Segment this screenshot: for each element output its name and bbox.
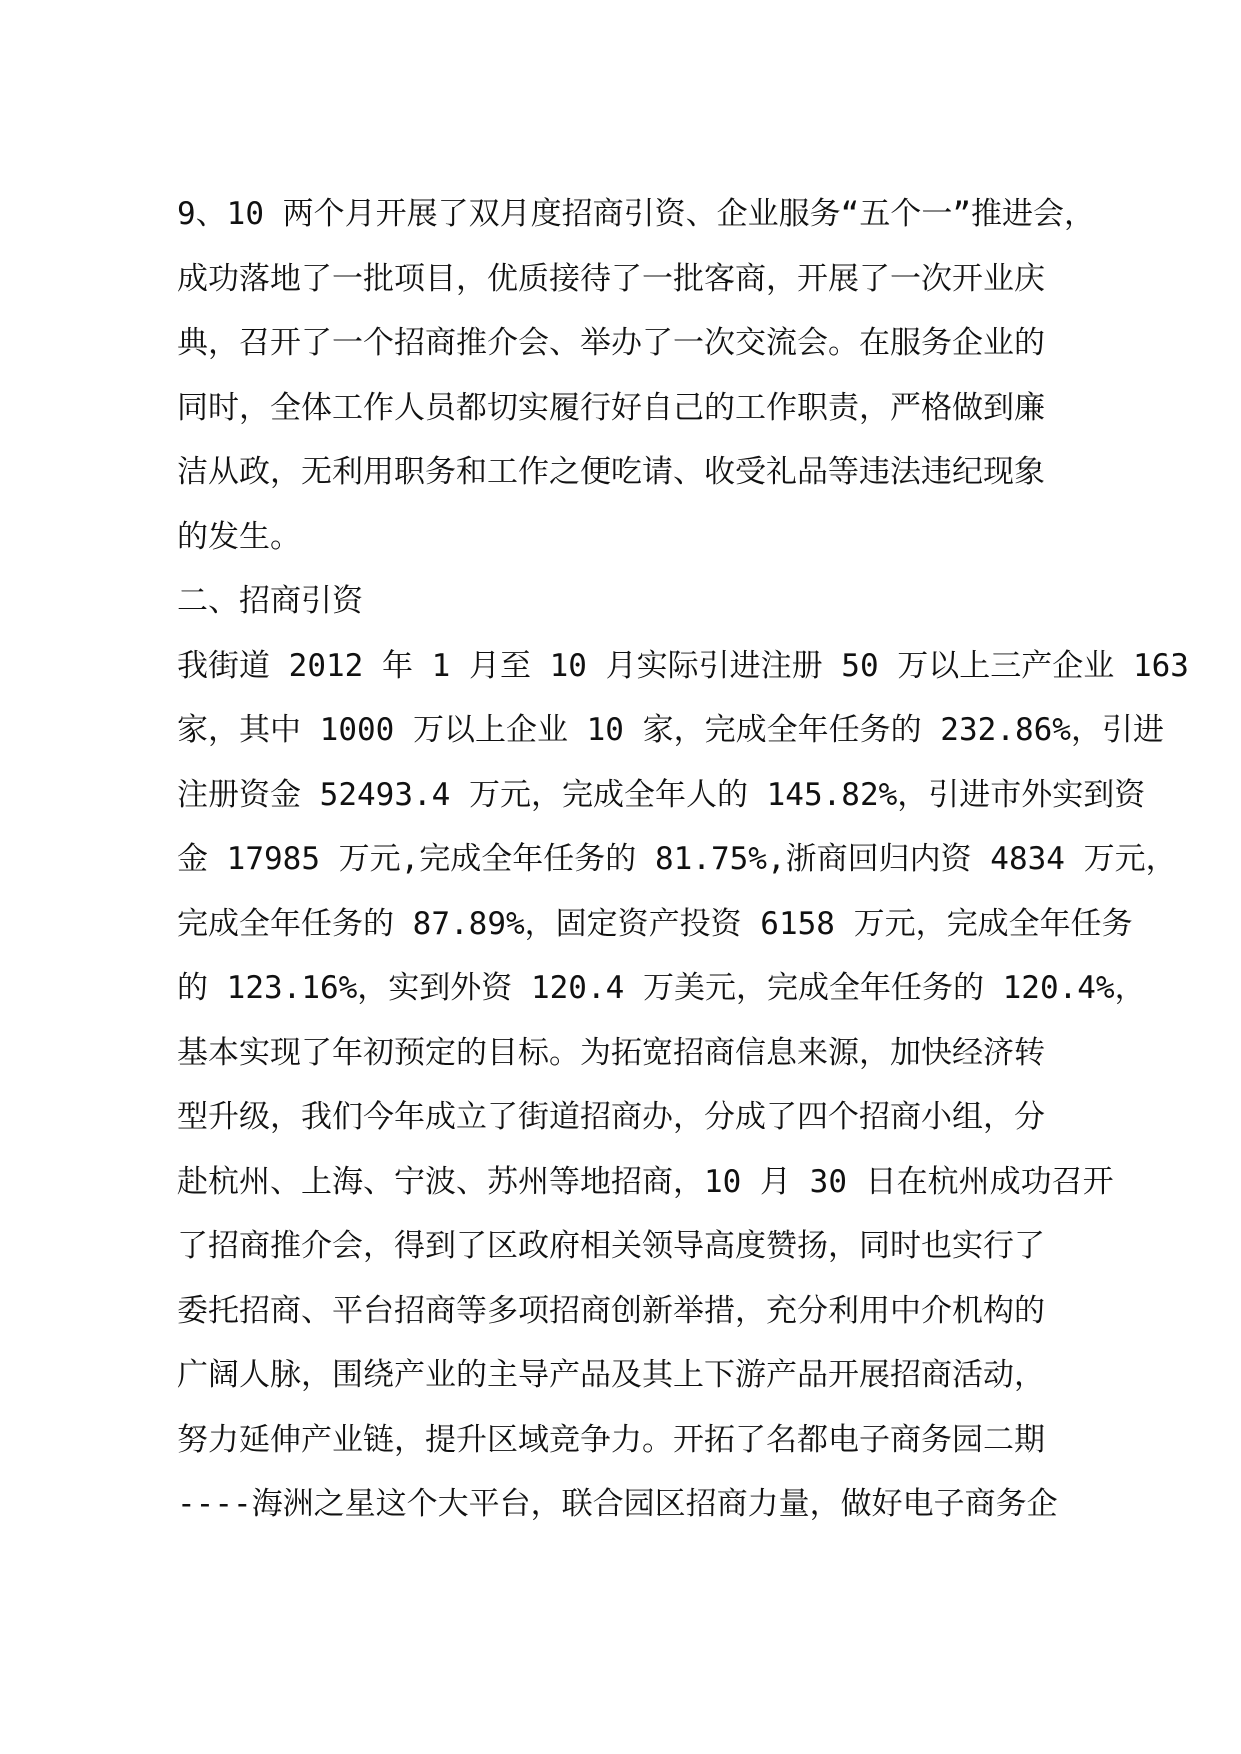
- text-line: 努力延伸产业链，提升区域竞争力。开拓了名都电子商务园二期: [177, 1421, 1045, 1458]
- text-line: 注册资金 52493.4 万元，完成全年人的 145.82%，引进市外实到资: [177, 776, 1146, 813]
- text-line: 委托招商、平台招商等多项招商创新举措，充分利用中介机构的: [177, 1292, 1045, 1329]
- text-line: 的 123.16%，实到外资 120.4 万美元，完成全年任务的 120.4%，: [177, 970, 1146, 1006]
- text-line: 的发生。: [177, 518, 301, 555]
- document-body: [177, 182, 1189, 1537]
- text-line: 广阔人脉，围绕产业的主导产品及其上下游产品开展招商活动，: [177, 1357, 1045, 1393]
- text-line: 完成全年任务的 87.89%，固定资产投资 6158 万元，完成全年任务: [177, 905, 1133, 942]
- text-line: 型升级，我们今年成立了街道招商办，分成了四个招商小组，分: [177, 1099, 1045, 1135]
- text-line: 金 17985 万元,完成全年任务的 81.75%,浙商回归内资 4834 万元，: [177, 841, 1177, 877]
- text-line: ----海洲之星这个大平台，联合园区招商力量，做好电子商务企: [177, 1486, 1058, 1522]
- paragraph-work-summary: [177, 182, 1097, 569]
- text-line: 了招商推介会，得到了区政府相关领导高度赞扬，同时也实行了: [177, 1228, 1045, 1264]
- text-line: 成功落地了一批项目，优质接待了一批客商，开展了一次开业庆: [177, 260, 1045, 297]
- text-line: 基本实现了年初预定的目标。为拓宽招商信息来源，加快经济转: [177, 1034, 1045, 1071]
- text-line: 同时，全体工作人员都切实履行好自己的工作职责，严格做到廉: [177, 389, 1045, 426]
- section-heading: 二、招商引资: [177, 583, 363, 619]
- paragraph-investment: [177, 634, 1189, 1537]
- text-line: 我街道 2012 年 1 月至 10 月实际引进注册 50 万以上三产企业 163: [177, 647, 1189, 684]
- text-line: 洁从政，无利用职务和工作之便吃请、收受礼品等违法违纪现象: [177, 454, 1045, 490]
- text-line: 赴杭州、上海、宁波、苏州等地招商，10 月 30 日在杭州成功召开: [177, 1163, 1114, 1200]
- text-line: 家，其中 1000 万以上企业 10 家，完成全年任务的 232.86%，引进: [177, 712, 1164, 748]
- text-line: 9、10 两个月开展了双月度招商引资、企业服务“五个一”推进会，: [177, 196, 1095, 232]
- text-line: 典，召开了一个招商推介会、举办了一次交流会。在服务企业的: [177, 325, 1045, 361]
